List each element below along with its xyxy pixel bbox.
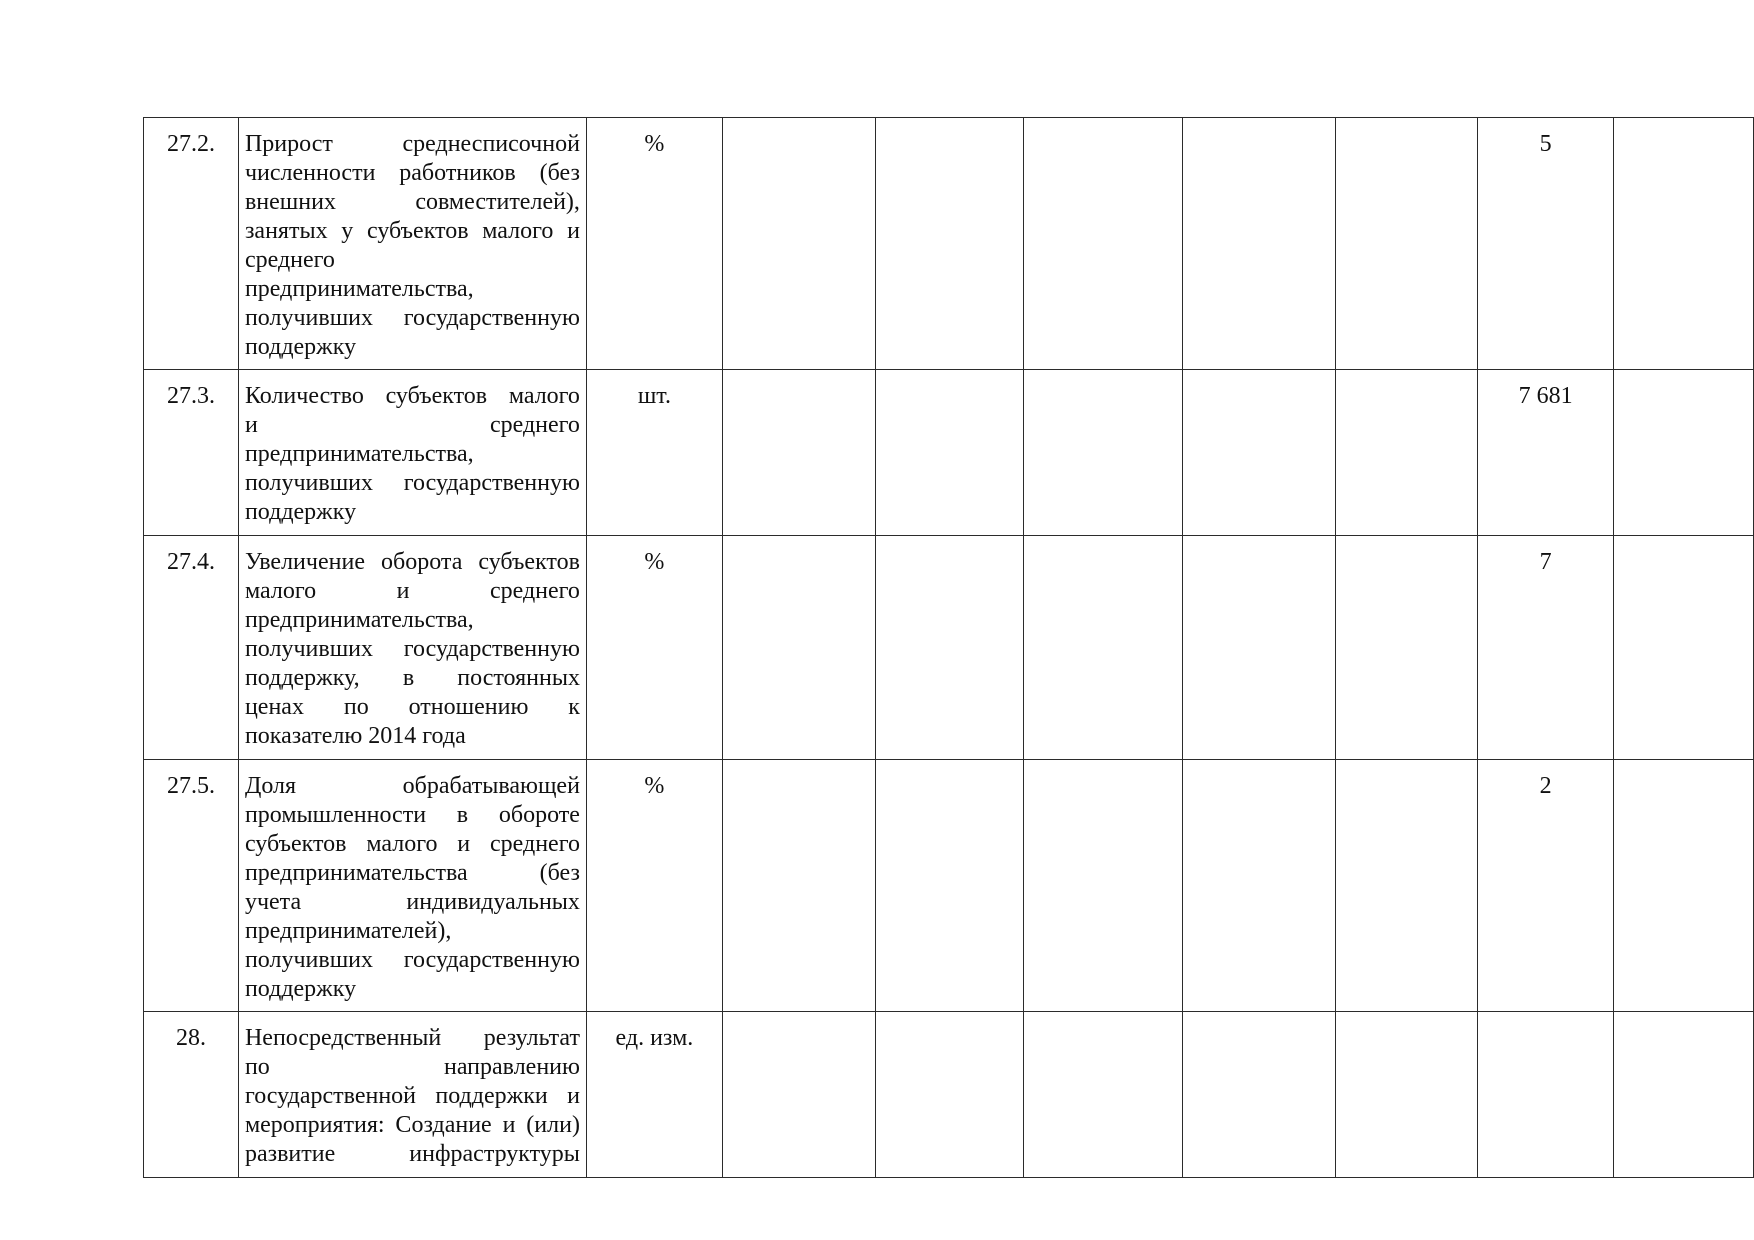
indicator-name-line: учета индивидуальных [244, 889, 580, 915]
indicator-name-line: ценах по отношению к [244, 694, 580, 720]
table-row [144, 760, 1754, 1012]
indicator-name-line: показателю 2014 года [244, 723, 466, 749]
value-cell [1336, 118, 1478, 370]
value-cell [875, 760, 1023, 1012]
value-cell [1614, 760, 1754, 1012]
indicator-name-line: Непосредственный результат [244, 1025, 580, 1051]
indicator-name-line: предпринимательства, [244, 607, 474, 633]
value-cell [1023, 118, 1183, 370]
indicator-name-line: по направлению [244, 1054, 580, 1080]
value-cell: 7 681 [1478, 370, 1614, 536]
indicator-name-line: Количество субъектов малого [244, 383, 580, 409]
indicators-table [143, 117, 1754, 1178]
value-cell [875, 370, 1023, 536]
value-cell [1183, 760, 1336, 1012]
indicator-name-line: среднего [244, 247, 335, 273]
value-cell: 2 [1478, 760, 1614, 1012]
value-cell [875, 536, 1023, 760]
indicator-name-line: занятых у субъектов малого и [244, 218, 580, 244]
value-cell [722, 118, 875, 370]
indicator-name-line: субъектов малого и среднего [244, 831, 580, 857]
value-cell [722, 1012, 875, 1178]
value-cell [1023, 370, 1183, 536]
value-cell [1336, 760, 1478, 1012]
value-cell [1023, 536, 1183, 760]
unit-cell: % [586, 536, 722, 760]
value-cell [1614, 536, 1754, 760]
indicator-name-line: Увеличение оборота субъектов [244, 549, 580, 575]
indicator-name-line: предпринимательства, [244, 441, 474, 467]
indicator-name-line: получивших государственную [244, 636, 580, 662]
value-cell [1614, 370, 1754, 536]
indicator-name-line: поддержку [244, 976, 357, 1002]
indicator-name-line: предпринимательства, [244, 276, 474, 302]
value-cell [1023, 760, 1183, 1012]
table-row [144, 536, 1754, 760]
indicator-name-line: Прирост среднесписочной [244, 131, 580, 157]
row-number-cell: 27.3. [144, 370, 239, 536]
row-number-cell: 28. [144, 1012, 239, 1178]
value-cell [1614, 1012, 1754, 1178]
indicator-name-line: Доля обрабатывающей [244, 773, 580, 799]
indicator-name-cell [238, 118, 586, 370]
table-row [144, 118, 1754, 370]
value-cell: 7 [1478, 536, 1614, 760]
indicator-name-cell [238, 536, 586, 760]
value-cell [722, 370, 875, 536]
value-cell [1336, 1012, 1478, 1178]
table-row [144, 1012, 1754, 1178]
indicator-name-cell [238, 760, 586, 1012]
value-cell [875, 118, 1023, 370]
unit-cell: ед. изм. [586, 1012, 722, 1178]
indicator-name-cell [238, 1012, 586, 1178]
row-number-cell: 27.2. [144, 118, 239, 370]
indicator-name-line: промышленности в обороте [244, 802, 580, 828]
value-cell [1336, 370, 1478, 536]
value-cell [722, 536, 875, 760]
value-cell [1478, 1012, 1614, 1178]
unit-cell: шт. [586, 370, 722, 536]
indicator-name-line: развитие инфраструктуры [244, 1141, 580, 1167]
indicator-name-line: государственной поддержки и [244, 1083, 580, 1109]
unit-cell: % [586, 118, 722, 370]
indicator-name-line: предпринимателей), [244, 918, 452, 944]
indicator-name-line: поддержку [244, 499, 357, 525]
row-number-cell: 27.4. [144, 536, 239, 760]
indicator-name-line: внешних совместителей), [244, 189, 580, 215]
indicator-name-line: получивших государственную [244, 305, 580, 331]
value-cell [1183, 1012, 1336, 1178]
indicator-name-line: малого и среднего [244, 578, 580, 604]
indicator-name-line: и среднего [244, 412, 580, 438]
value-cell: 5 [1478, 118, 1614, 370]
value-cell [722, 760, 875, 1012]
indicator-name-line: мероприятия: Создание и (или) [244, 1112, 580, 1138]
value-cell [1614, 118, 1754, 370]
indicator-name-line: получивших государственную [244, 470, 580, 496]
unit-cell: % [586, 760, 722, 1012]
indicator-name-line: предпринимательства (без [244, 860, 580, 886]
indicator-name-line: поддержку, в постоянных [244, 665, 580, 691]
value-cell [875, 1012, 1023, 1178]
indicator-name-line: получивших государственную [244, 947, 580, 973]
value-cell [1183, 118, 1336, 370]
value-cell [1336, 536, 1478, 760]
value-cell [1023, 1012, 1183, 1178]
value-cell [1183, 536, 1336, 760]
value-cell [1183, 370, 1336, 536]
indicator-name-cell [238, 370, 586, 536]
indicator-name-line: поддержку [244, 334, 357, 360]
indicator-name-line: численности работников (без [244, 160, 580, 186]
table-row [144, 370, 1754, 536]
row-number-cell: 27.5. [144, 760, 239, 1012]
